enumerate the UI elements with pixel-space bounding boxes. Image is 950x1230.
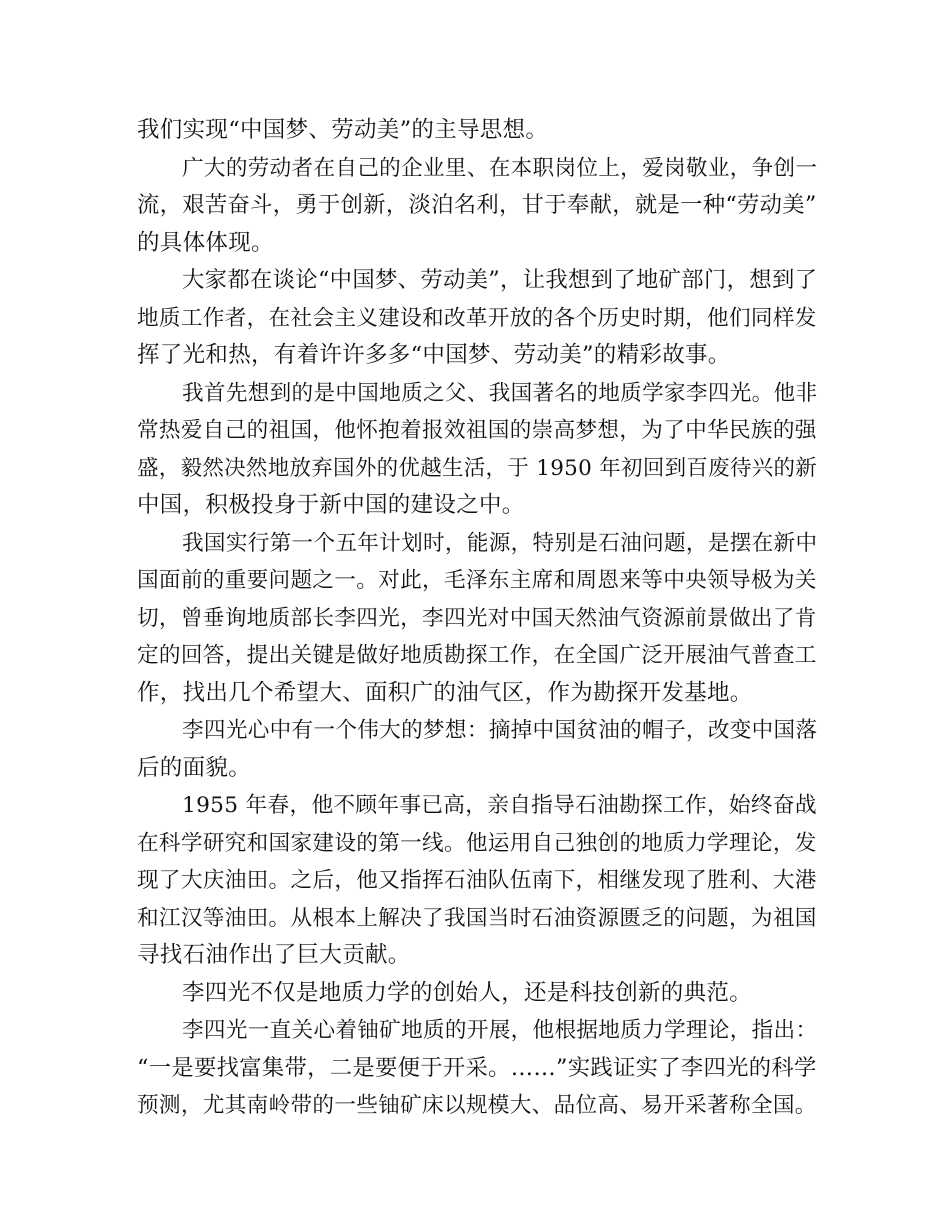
text-line: 我国实行第一个五年计划时，能源，特别是石油问题，是摆在新中 [182,530,818,556]
text-line: 定的回答，提出关键是做好地质勘探工作，在全国广泛开展油气普查工 [137,643,817,668]
text-line: 作，找出几个希望大、面积广的油气区，作为勘探开发基地。 [137,679,753,706]
text-line: 挥了光和热，有着许许多多“中国梦、劳动美”的精彩故事。 [137,342,731,368]
text-line: 国面前的重要问题之一。对此，毛泽东主席和周恩来等中央领导极为关 [137,568,817,593]
text-line: 李四光不仅是地质力学的创始人，还是科技创新的典范。 [182,979,753,1006]
text-line: 李四光心中有一个伟大的梦想：摘掉中国贫油的帽子，改变中国落 [182,718,818,743]
text-line: 中国，积极投身于新中国的建设之中。 [137,492,525,518]
text-line: 我首先想到的是中国地质之父、我国著名的地质学家李四光。他非 [182,380,818,406]
text-line: 盛，毅然决然地放弃国外的优越生活，于 1950 年初回到百废待兴的新 [137,455,818,481]
text-line: 流，艰苦奋斗，勇于创新，淡泊名利，甘于奉献，就是一种“劳动美” [137,192,817,218]
text-line: 李四光一直关心着铀矿地质的开展，他根据地质力学理论，指出： [182,1018,818,1043]
text-line: 我们实现“中国梦、劳动美”的主导思想。 [137,117,549,143]
text-line: 后的面貌。 [137,754,252,781]
text-line: 切，曾垂询地质部长李四光，李四光对中国天然油气资源前景做出了肯 [137,605,817,631]
text-line: 和江汉等油田。从根本上解决了我国当时石油资源匮乏的问题，为祖国 [137,905,817,931]
text-line: 的具体体现。 [137,229,274,256]
text-line: 1955 年春，他不顾年事已高，亲自指导石油勘探工作，始终奋战 [182,793,817,818]
text-line: 常热爱自己的祖国，他怀抱着报效祖国的崇高梦想，为了中华民族的强 [137,418,817,443]
text-line: 现了大庆油田。之后，他又指挥石油队伍南下，相继发现了胜利、大港 [137,868,817,893]
text-line: 大家都在谈论“中国梦、劳动美”，让我想到了地矿部门，想到了 [182,267,818,293]
text-line: 预测，尤其南岭带的一些铀矿床以规模大、品位高、易开采著称全国。 [137,1093,817,1118]
text-line: 在科学研究和国家建设的第一线。他运用自己独创的地质力学理论，发 [137,830,817,856]
body-text [137,112,817,1125]
text-line: 寻找石油作出了巨大贡献。 [137,942,411,968]
text-line: 地质工作者，在社会主义建设和改革开放的各个历史时期，他们同样发 [137,305,817,331]
text-line: “一是要找富集带，二是要便于开采。……”实践证实了李四光的科学 [137,1054,817,1081]
text-line: 广大的劳动者在自己的企业里、在本职岗位上，爱岗敬业，争创一 [182,155,818,181]
